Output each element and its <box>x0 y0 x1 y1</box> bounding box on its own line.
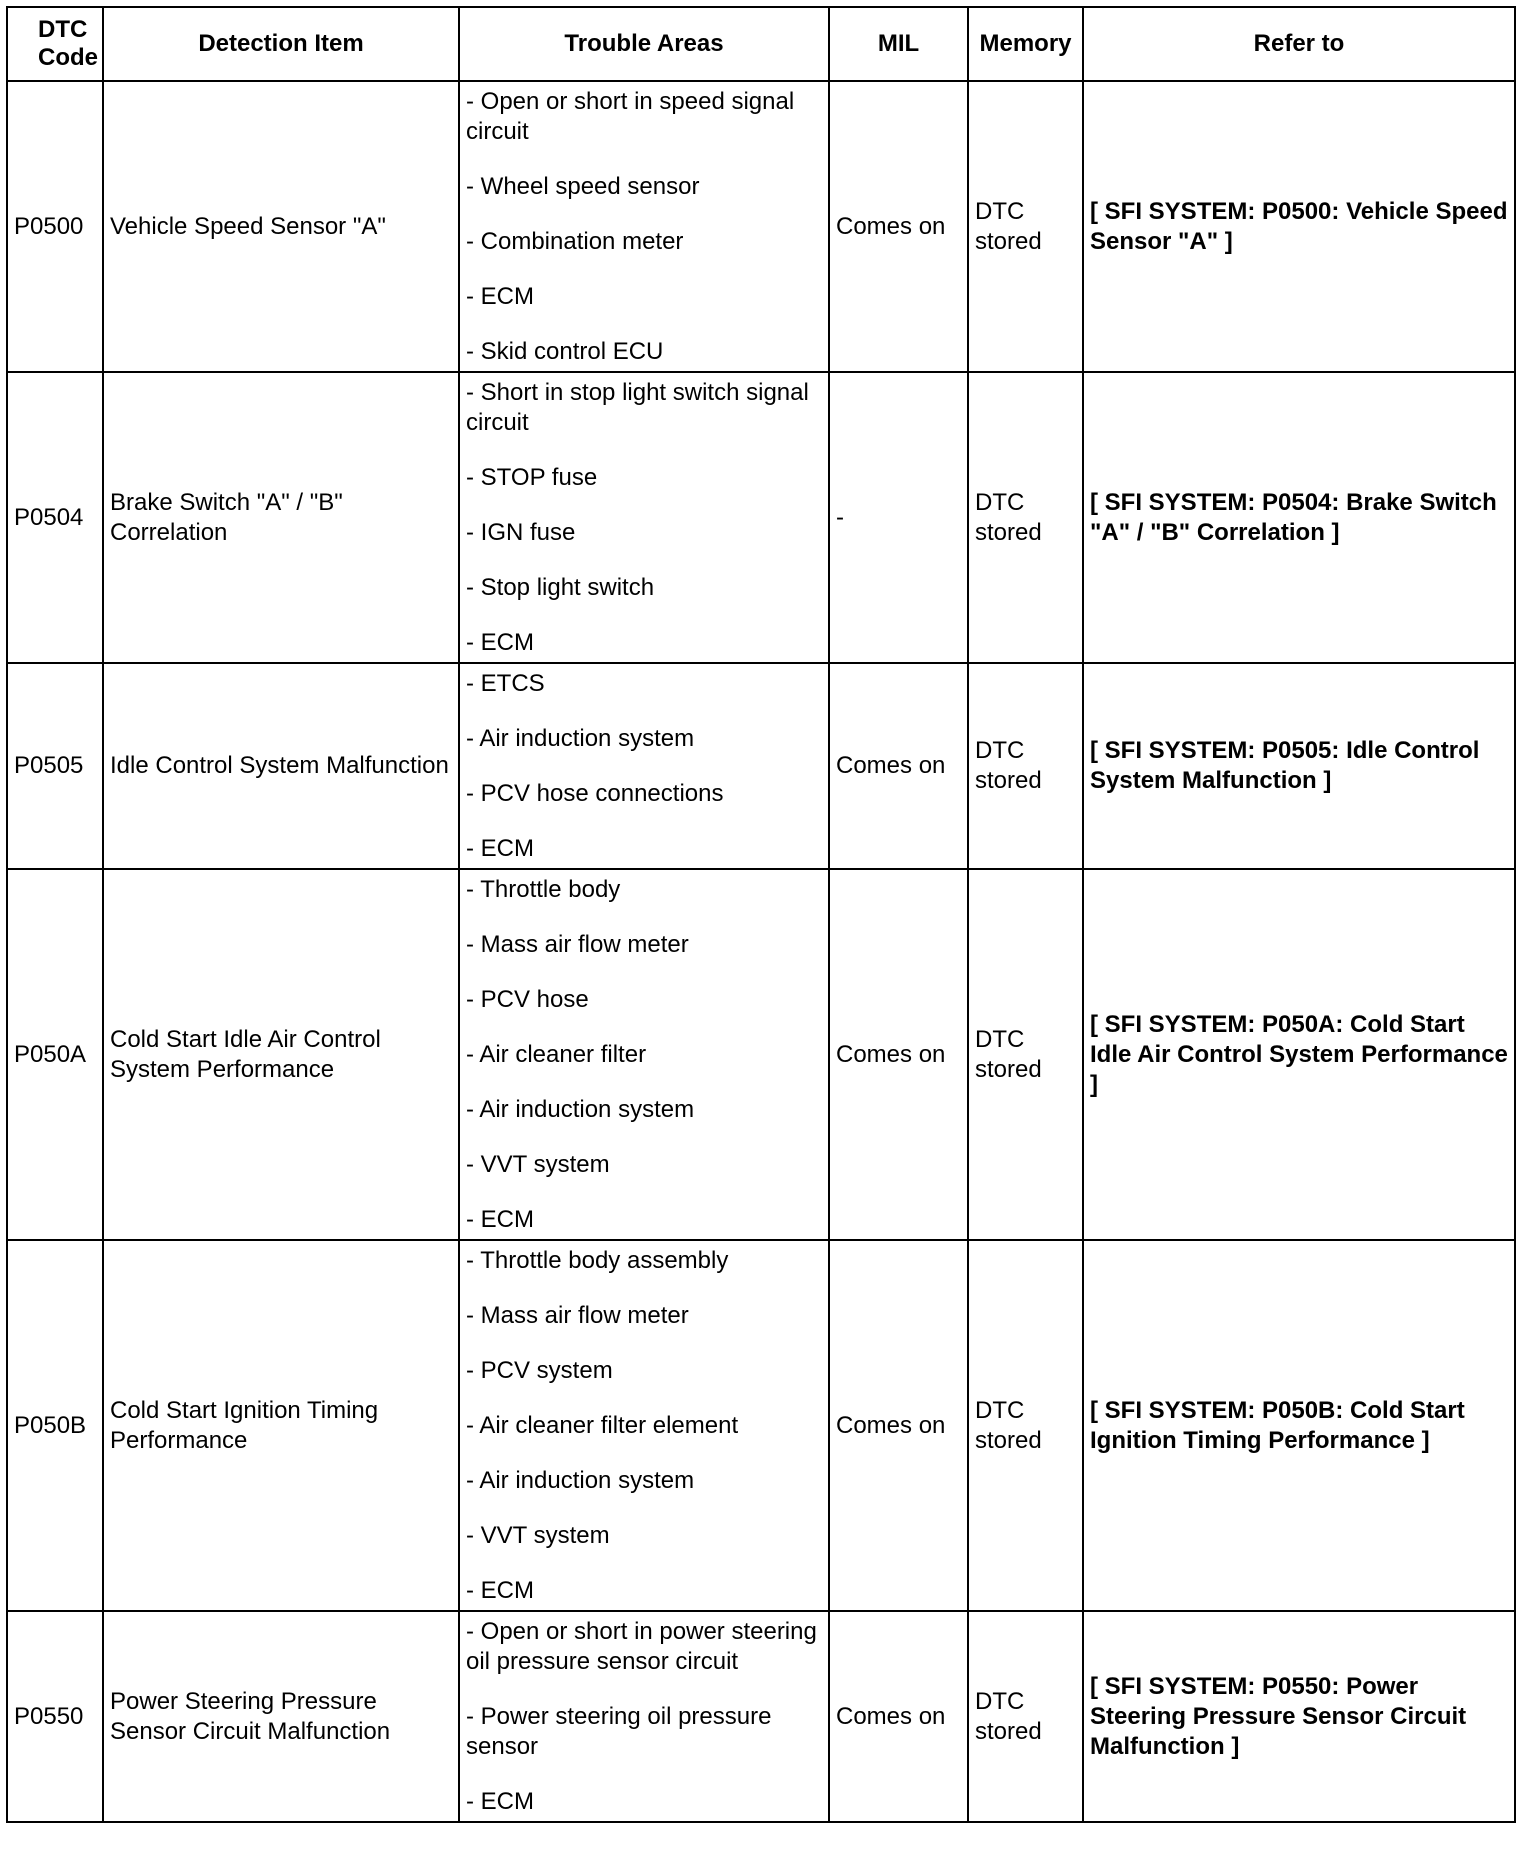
header-memory: Memory <box>968 7 1083 81</box>
refer-to-link[interactable]: [ SFI SYSTEM: P050B: Cold Start Ignition Timing Performance ] <box>1083 1240 1515 1611</box>
trouble-areas-list <box>466 1246 822 1606</box>
trouble-areas <box>459 372 829 663</box>
header-detection-item: Detection Item <box>103 7 459 81</box>
trouble-area-item: - STOP fuse <box>466 464 598 491</box>
trouble-area-item: - Air induction system <box>466 725 695 752</box>
memory-status: DTC stored <box>968 663 1083 869</box>
mil-status: Comes on <box>829 869 968 1240</box>
memory-status: DTC stored <box>968 372 1083 663</box>
trouble-areas <box>459 1240 829 1611</box>
refer-to-link[interactable]: [ SFI SYSTEM: P050A: Cold Start Idle Air Control System Performance ] <box>1083 869 1515 1240</box>
dtc-table-container <box>6 6 1514 1858</box>
trouble-area-item: - ECM <box>466 1206 534 1233</box>
table-row <box>7 869 1515 1240</box>
refer-to-link[interactable]: [ SFI SYSTEM: P0504: Brake Switch "A" / "B" Correlation ] <box>1083 372 1515 663</box>
detection-item: Cold Start Ignition Timing Performance <box>103 1240 459 1611</box>
trouble-area-item: - Power steering oil pressure sensor <box>466 1703 772 1760</box>
trouble-area-item: - VVT system <box>466 1522 610 1549</box>
trouble-area-item: - ECM <box>466 629 534 656</box>
trouble-area-item: - ECM <box>466 835 534 862</box>
trouble-area-item: - Stop light switch <box>466 574 655 601</box>
trouble-area-item: - Combination meter <box>466 228 684 255</box>
trouble-area-item: - VVT system <box>466 1151 610 1178</box>
trouble-areas <box>459 1611 829 1822</box>
trouble-area-item: - Skid control ECU <box>466 338 664 365</box>
trouble-area-item: - ETCS <box>466 670 545 697</box>
dtc-code: P050A <box>7 869 103 1240</box>
table-row <box>7 663 1515 869</box>
header-refer-to: Refer to <box>1083 7 1515 81</box>
dtc-table <box>6 6 1516 1823</box>
detection-item: Brake Switch "A" / "B" Correlation <box>103 372 459 663</box>
trouble-areas-list <box>466 875 822 1235</box>
trouble-area-item: - IGN fuse <box>466 519 576 546</box>
memory-status: DTC stored <box>968 1240 1083 1611</box>
table-row <box>7 1240 1515 1611</box>
memory-status: DTC stored <box>968 869 1083 1240</box>
dtc-code: P0550 <box>7 1611 103 1822</box>
table-row <box>7 1611 1515 1822</box>
dtc-code: P0504 <box>7 372 103 663</box>
dtc-code: P0505 <box>7 663 103 869</box>
trouble-area-item: - ECM <box>466 1788 534 1815</box>
mil-status: - <box>829 372 968 663</box>
trouble-area-item: - Air cleaner filter <box>466 1041 647 1068</box>
refer-to-link[interactable]: [ SFI SYSTEM: P0500: Vehicle Speed Sensor "A" ] <box>1083 81 1515 372</box>
trouble-area-item: - Throttle body assembly <box>466 1247 729 1274</box>
dtc-code: P050B <box>7 1240 103 1611</box>
header-mil: MIL <box>829 7 968 81</box>
trouble-areas <box>459 81 829 372</box>
header-trouble-areas: Trouble Areas <box>459 7 829 81</box>
trouble-area-item: - Mass air flow meter <box>466 931 689 958</box>
trouble-area-item: - Air cleaner filter element <box>466 1412 739 1439</box>
trouble-area-item: - Air induction system <box>466 1467 695 1494</box>
trouble-area-item: - Mass air flow meter <box>466 1302 689 1329</box>
trouble-area-item: - PCV hose connections <box>466 780 724 807</box>
trouble-area-item: - PCV system <box>466 1357 613 1384</box>
mil-status: Comes on <box>829 663 968 869</box>
trouble-area-item: - Short in stop light switch signal circuit <box>466 379 809 436</box>
refer-to-link[interactable]: [ SFI SYSTEM: P0550: Power Steering Pressure Sensor Circuit Malfunction ] <box>1083 1611 1515 1822</box>
trouble-areas <box>459 663 829 869</box>
trouble-area-item: - Wheel speed sensor <box>466 173 700 200</box>
mil-status: Comes on <box>829 1611 968 1822</box>
detection-item: Cold Start Idle Air Control System Performance <box>103 869 459 1240</box>
trouble-areas-list <box>466 87 822 367</box>
trouble-areas-list <box>466 378 822 658</box>
trouble-area-item: - Open or short in speed signal circuit <box>466 88 795 145</box>
trouble-area-item: - ECM <box>466 1577 534 1604</box>
table-row <box>7 81 1515 372</box>
memory-status: DTC stored <box>968 1611 1083 1822</box>
mil-status: Comes on <box>829 1240 968 1611</box>
detection-item: Vehicle Speed Sensor "A" <box>103 81 459 372</box>
refer-to-link[interactable]: [ SFI SYSTEM: P0505: Idle Control System Malfunction ] <box>1083 663 1515 869</box>
trouble-areas-list <box>466 1617 822 1817</box>
trouble-area-item: - Air induction system <box>466 1096 695 1123</box>
detection-item: Idle Control System Malfunction <box>103 663 459 869</box>
trouble-area-item: - Open or short in power steering oil pressure sensor circuit <box>466 1618 817 1675</box>
header-row <box>7 7 1515 81</box>
trouble-area-item: - Throttle body <box>466 876 621 903</box>
table-row <box>7 372 1515 663</box>
trouble-areas <box>459 869 829 1240</box>
trouble-area-item: - PCV hose <box>466 986 589 1013</box>
mil-status: Comes on <box>829 81 968 372</box>
header-dtc-code: DTC Code <box>7 7 103 81</box>
detection-item: Power Steering Pressure Sensor Circuit Malfunction <box>103 1611 459 1822</box>
memory-status: DTC stored <box>968 81 1083 372</box>
dtc-code: P0500 <box>7 81 103 372</box>
trouble-areas-list <box>466 669 822 864</box>
trouble-area-item: - ECM <box>466 283 534 310</box>
